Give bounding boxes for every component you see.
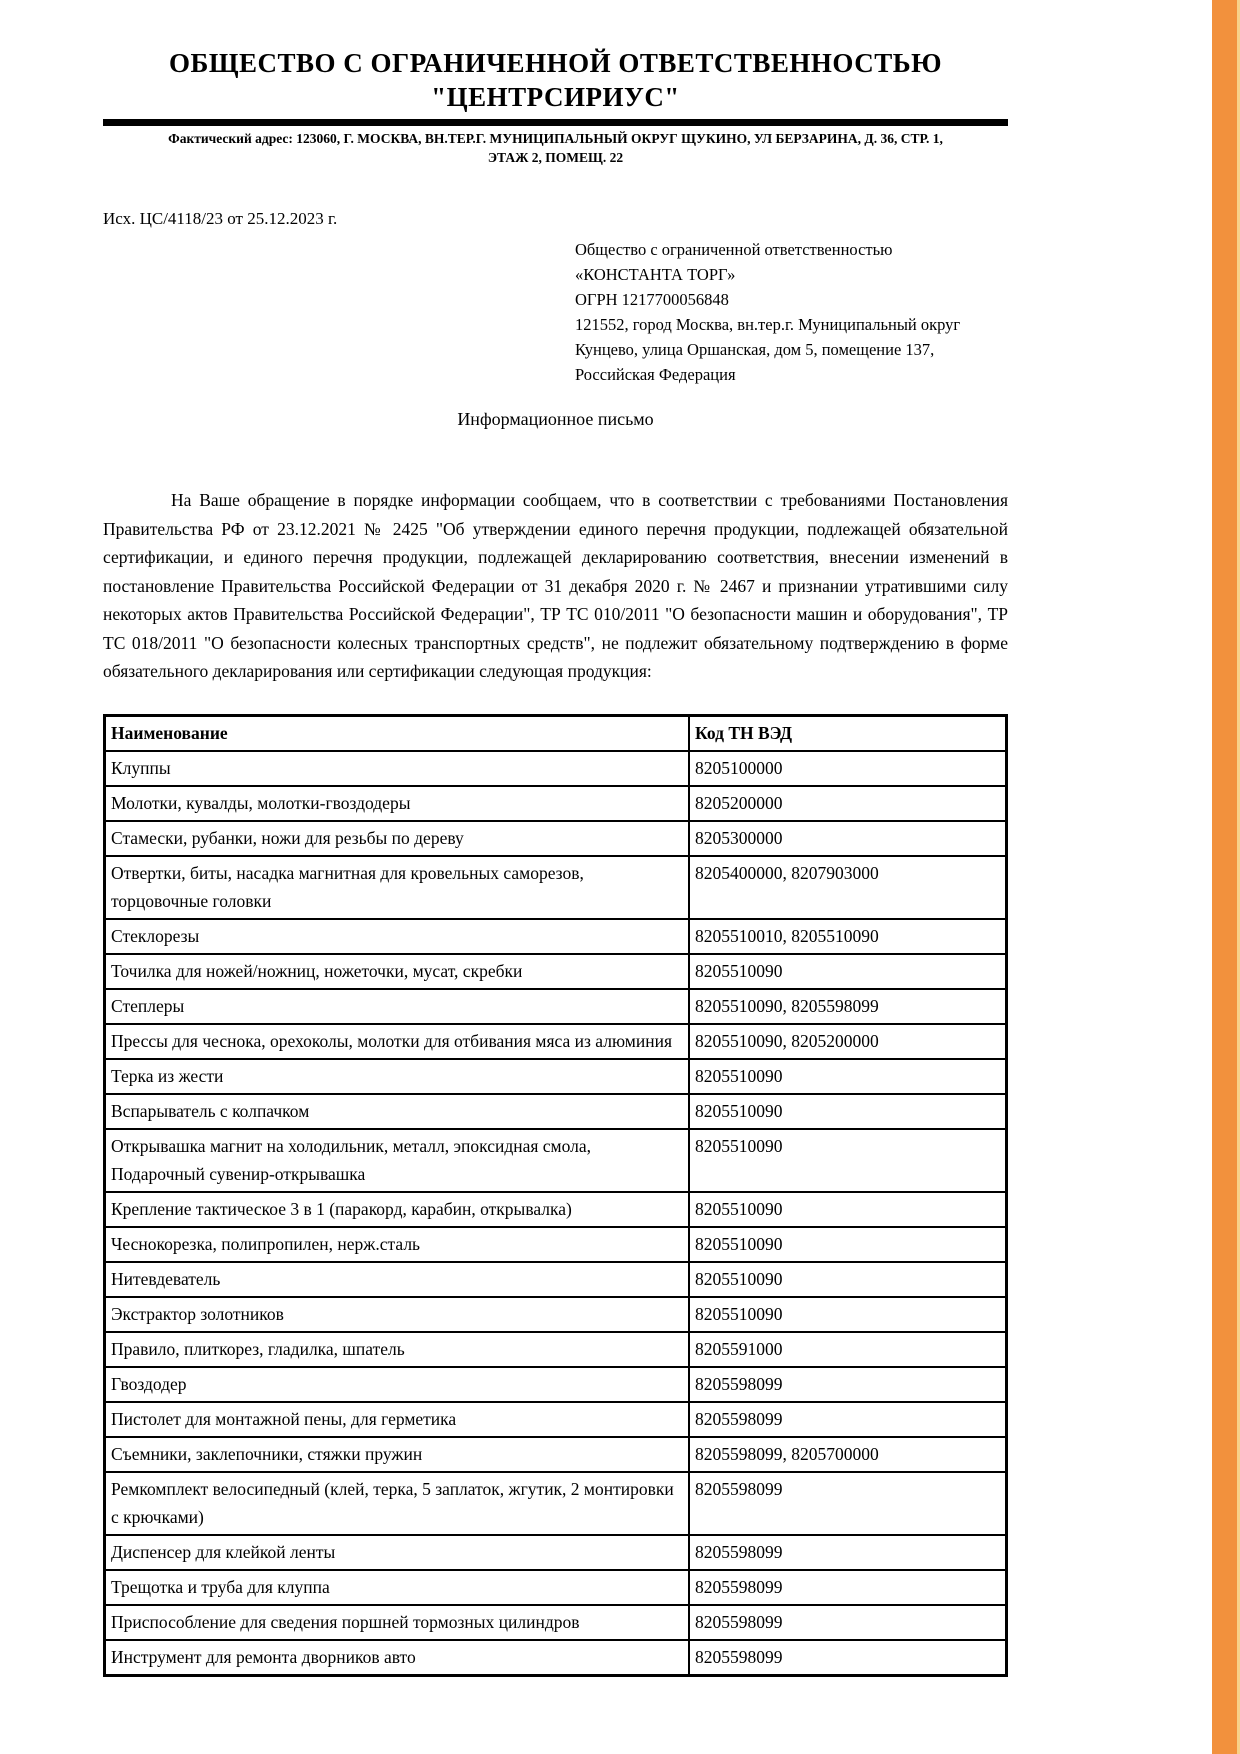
table-row <box>105 1297 1007 1332</box>
table-row <box>105 1129 1007 1192</box>
table-row <box>105 989 1007 1024</box>
product-name-cell: Клуппы <box>105 751 690 786</box>
product-name-cell: Гвоздодер <box>105 1367 690 1402</box>
product-name-cell: Ремкомплект велосипедный (клей, терка, 5 заплаток, жгутик, 2 монтировки с крючками) <box>105 1472 690 1535</box>
tnved-code-cell: 8205510090 <box>689 1059 1006 1094</box>
tnved-code-cell: 8205200000 <box>689 786 1006 821</box>
product-name-cell: Пистолет для монтажной пены, для герметика <box>105 1402 690 1437</box>
tnved-code-cell: 8205598099 <box>689 1402 1006 1437</box>
product-name-cell: Приспособление для сведения поршней тормозных цилиндров <box>105 1605 690 1640</box>
recipient-block <box>575 237 1015 387</box>
tnved-code-cell: 8205510090 <box>689 1262 1006 1297</box>
table-row <box>105 1262 1007 1297</box>
tnved-code-cell: 8205300000 <box>689 821 1006 856</box>
recipient-line: «КОНСТАНТА ТОРГ» <box>575 265 736 284</box>
product-name-cell: Прессы для чеснока, орехоколы, молотки для отбивания мяса из алюминия <box>105 1024 690 1059</box>
product-name-cell: Открывашка магнит на холодильник, металл, эпоксидная смола, Подарочный сувенир-открывашка <box>105 1129 690 1192</box>
recipient-line: 121552, город Москва, вн.тер.г. Муниципальный округ <box>575 315 961 334</box>
product-name-cell: Трещотка и труба для клуппа <box>105 1570 690 1605</box>
tnved-code-cell: 8205510010, 8205510090 <box>689 919 1006 954</box>
tnved-code-cell: 8205510090, 8205598099 <box>689 989 1006 1024</box>
tnved-code-cell: 8205510090 <box>689 1094 1006 1129</box>
tnved-code-cell: 8205510090 <box>689 954 1006 989</box>
table-row <box>105 1024 1007 1059</box>
company-title-line1: ОБЩЕСТВО С ОГРАНИЧЕННОЙ ОТВЕТСТВЕННОСТЬЮ <box>169 48 942 78</box>
tnved-code-cell: 8205400000, 8207903000 <box>689 856 1006 919</box>
letter-body-paragraph: На Ваше обращение в порядке информации сообщаем, что в соответствии с требованиями Постановления Правительства РФ от 23.12.2021 № 2425 "Об утверждении единого перечня продукции, подлежащей обязательной сертификации, и единого перечня продукции, подлежащей декларированию соответствия, внесении изменений в постановление Правительства Российской Федерации от 31 декабря 2020 г. № 2467 и признании утратившими силу некоторых актов Правительства Российской Федерации", ТР ТС 010/2011 "О безопасности машин и оборудования", ТР ТС 018/2011 "О безопасности колесных транспортных средств", не подлежит обязательному подтверждению в форме обязательного декларирования или сертификации следующая продукция: <box>103 490 1008 681</box>
table-row <box>105 856 1007 919</box>
header-name-column: Наименование <box>105 715 690 751</box>
tnved-code-cell: 8205510090 <box>689 1227 1006 1262</box>
table-row <box>105 751 1007 786</box>
tnved-code-cell: 8205598099 <box>689 1535 1006 1570</box>
product-name-cell: Чеснокорезка, полипропилен, нерж.сталь <box>105 1227 690 1262</box>
company-address <box>103 129 1008 167</box>
table-row <box>105 954 1007 989</box>
product-name-cell: Вспарыватель с колпачком <box>105 1094 690 1129</box>
tnved-code-cell: 8205598099 <box>689 1367 1006 1402</box>
table-row <box>105 1402 1007 1437</box>
company-title <box>103 46 1008 114</box>
table-row <box>105 1472 1007 1535</box>
table-row <box>105 1605 1007 1640</box>
table-row <box>105 1437 1007 1472</box>
letter-content <box>103 0 1008 1677</box>
outgoing-reference: Исх. ЦС/4118/23 от 25.12.2023 г. <box>103 209 338 228</box>
table-row <box>105 1227 1007 1262</box>
table-row <box>105 1192 1007 1227</box>
tnved-code-cell: 8205598099 <box>689 1640 1006 1676</box>
header-code-column: Код ТН ВЭД <box>689 715 1006 751</box>
tnved-code-cell: 8205510090 <box>689 1129 1006 1192</box>
product-table <box>103 714 1008 1677</box>
tnved-code-cell: 8205591000 <box>689 1332 1006 1367</box>
company-title-line2: "ЦЕНТРСИРИУС" <box>431 82 680 112</box>
product-name-cell: Инструмент для ремонта дворников авто <box>105 1640 690 1676</box>
tnved-code-cell: 8205510090 <box>689 1297 1006 1332</box>
product-name-cell: Стамески, рубанки, ножи для резьбы по дереву <box>105 821 690 856</box>
tnved-code-cell: 8205598099 <box>689 1570 1006 1605</box>
header-divider <box>103 119 1008 126</box>
product-name-cell: Съемники, заклепочники, стяжки пружин <box>105 1437 690 1472</box>
table-row <box>105 1059 1007 1094</box>
table-row <box>105 1094 1007 1129</box>
product-name-cell: Отвертки, биты, насадка магнитная для кровельных саморезов, торцовочные головки <box>105 856 690 919</box>
recipient-line: Российская Федерация <box>575 365 736 384</box>
product-name-cell: Точилка для ножей/ножниц, ножеточки, мусат, скребки <box>105 954 690 989</box>
product-name-cell: Терка из жести <box>105 1059 690 1094</box>
tnved-code-cell: 8205100000 <box>689 751 1006 786</box>
tnved-code-cell: 8205598099 <box>689 1472 1006 1535</box>
product-name-cell: Степлеры <box>105 989 690 1024</box>
product-name-cell: Стеклорезы <box>105 919 690 954</box>
table-row <box>105 1535 1007 1570</box>
letter-title: Информационное письмо <box>457 409 654 429</box>
recipient-line: Общество с ограниченной ответственностью <box>575 240 893 259</box>
table-header-row <box>105 715 1007 751</box>
recipient-line: ОГРН 1217700056848 <box>575 290 729 309</box>
product-name-cell: Экстрактор золотников <box>105 1297 690 1332</box>
company-address-line1: Фактический адрес: 123060, Г. МОСКВА, ВН.ТЕР.Г. МУНИЦИПАЛЬНЫЙ ОКРУГ ЩУКИНО, УЛ БЕРЗАРИНА, Д. 36, СТР. 1, <box>168 131 943 146</box>
product-name-cell: Крепление тактическое 3 в 1 (паракорд, карабин, открывалка) <box>105 1192 690 1227</box>
product-name-cell: Диспенсер для клейкой ленты <box>105 1535 690 1570</box>
company-address-line2: ЭТАЖ 2, ПОМЕЩ. 22 <box>487 150 624 165</box>
table-row <box>105 1640 1007 1676</box>
recipient-line: Кунцево, улица Оршанская, дом 5, помещение 137, <box>575 340 935 359</box>
table-row <box>105 919 1007 954</box>
tnved-code-cell: 8205598099 <box>689 1605 1006 1640</box>
product-name-cell: Молотки, кувалды, молотки-гвоздодеры <box>105 786 690 821</box>
table-row <box>105 786 1007 821</box>
product-name-cell: Правило, плиткорез, гладилка, шпатель <box>105 1332 690 1367</box>
accent-stripe <box>1212 0 1240 1754</box>
table-row <box>105 821 1007 856</box>
product-table-body <box>105 751 1007 1676</box>
table-row <box>105 1570 1007 1605</box>
tnved-code-cell: 8205510090, 8205200000 <box>689 1024 1006 1059</box>
tnved-code-cell: 8205598099, 8205700000 <box>689 1437 1006 1472</box>
table-row <box>105 1332 1007 1367</box>
product-name-cell: Нитевдеватель <box>105 1262 690 1297</box>
tnved-code-cell: 8205510090 <box>689 1192 1006 1227</box>
table-row <box>105 1367 1007 1402</box>
